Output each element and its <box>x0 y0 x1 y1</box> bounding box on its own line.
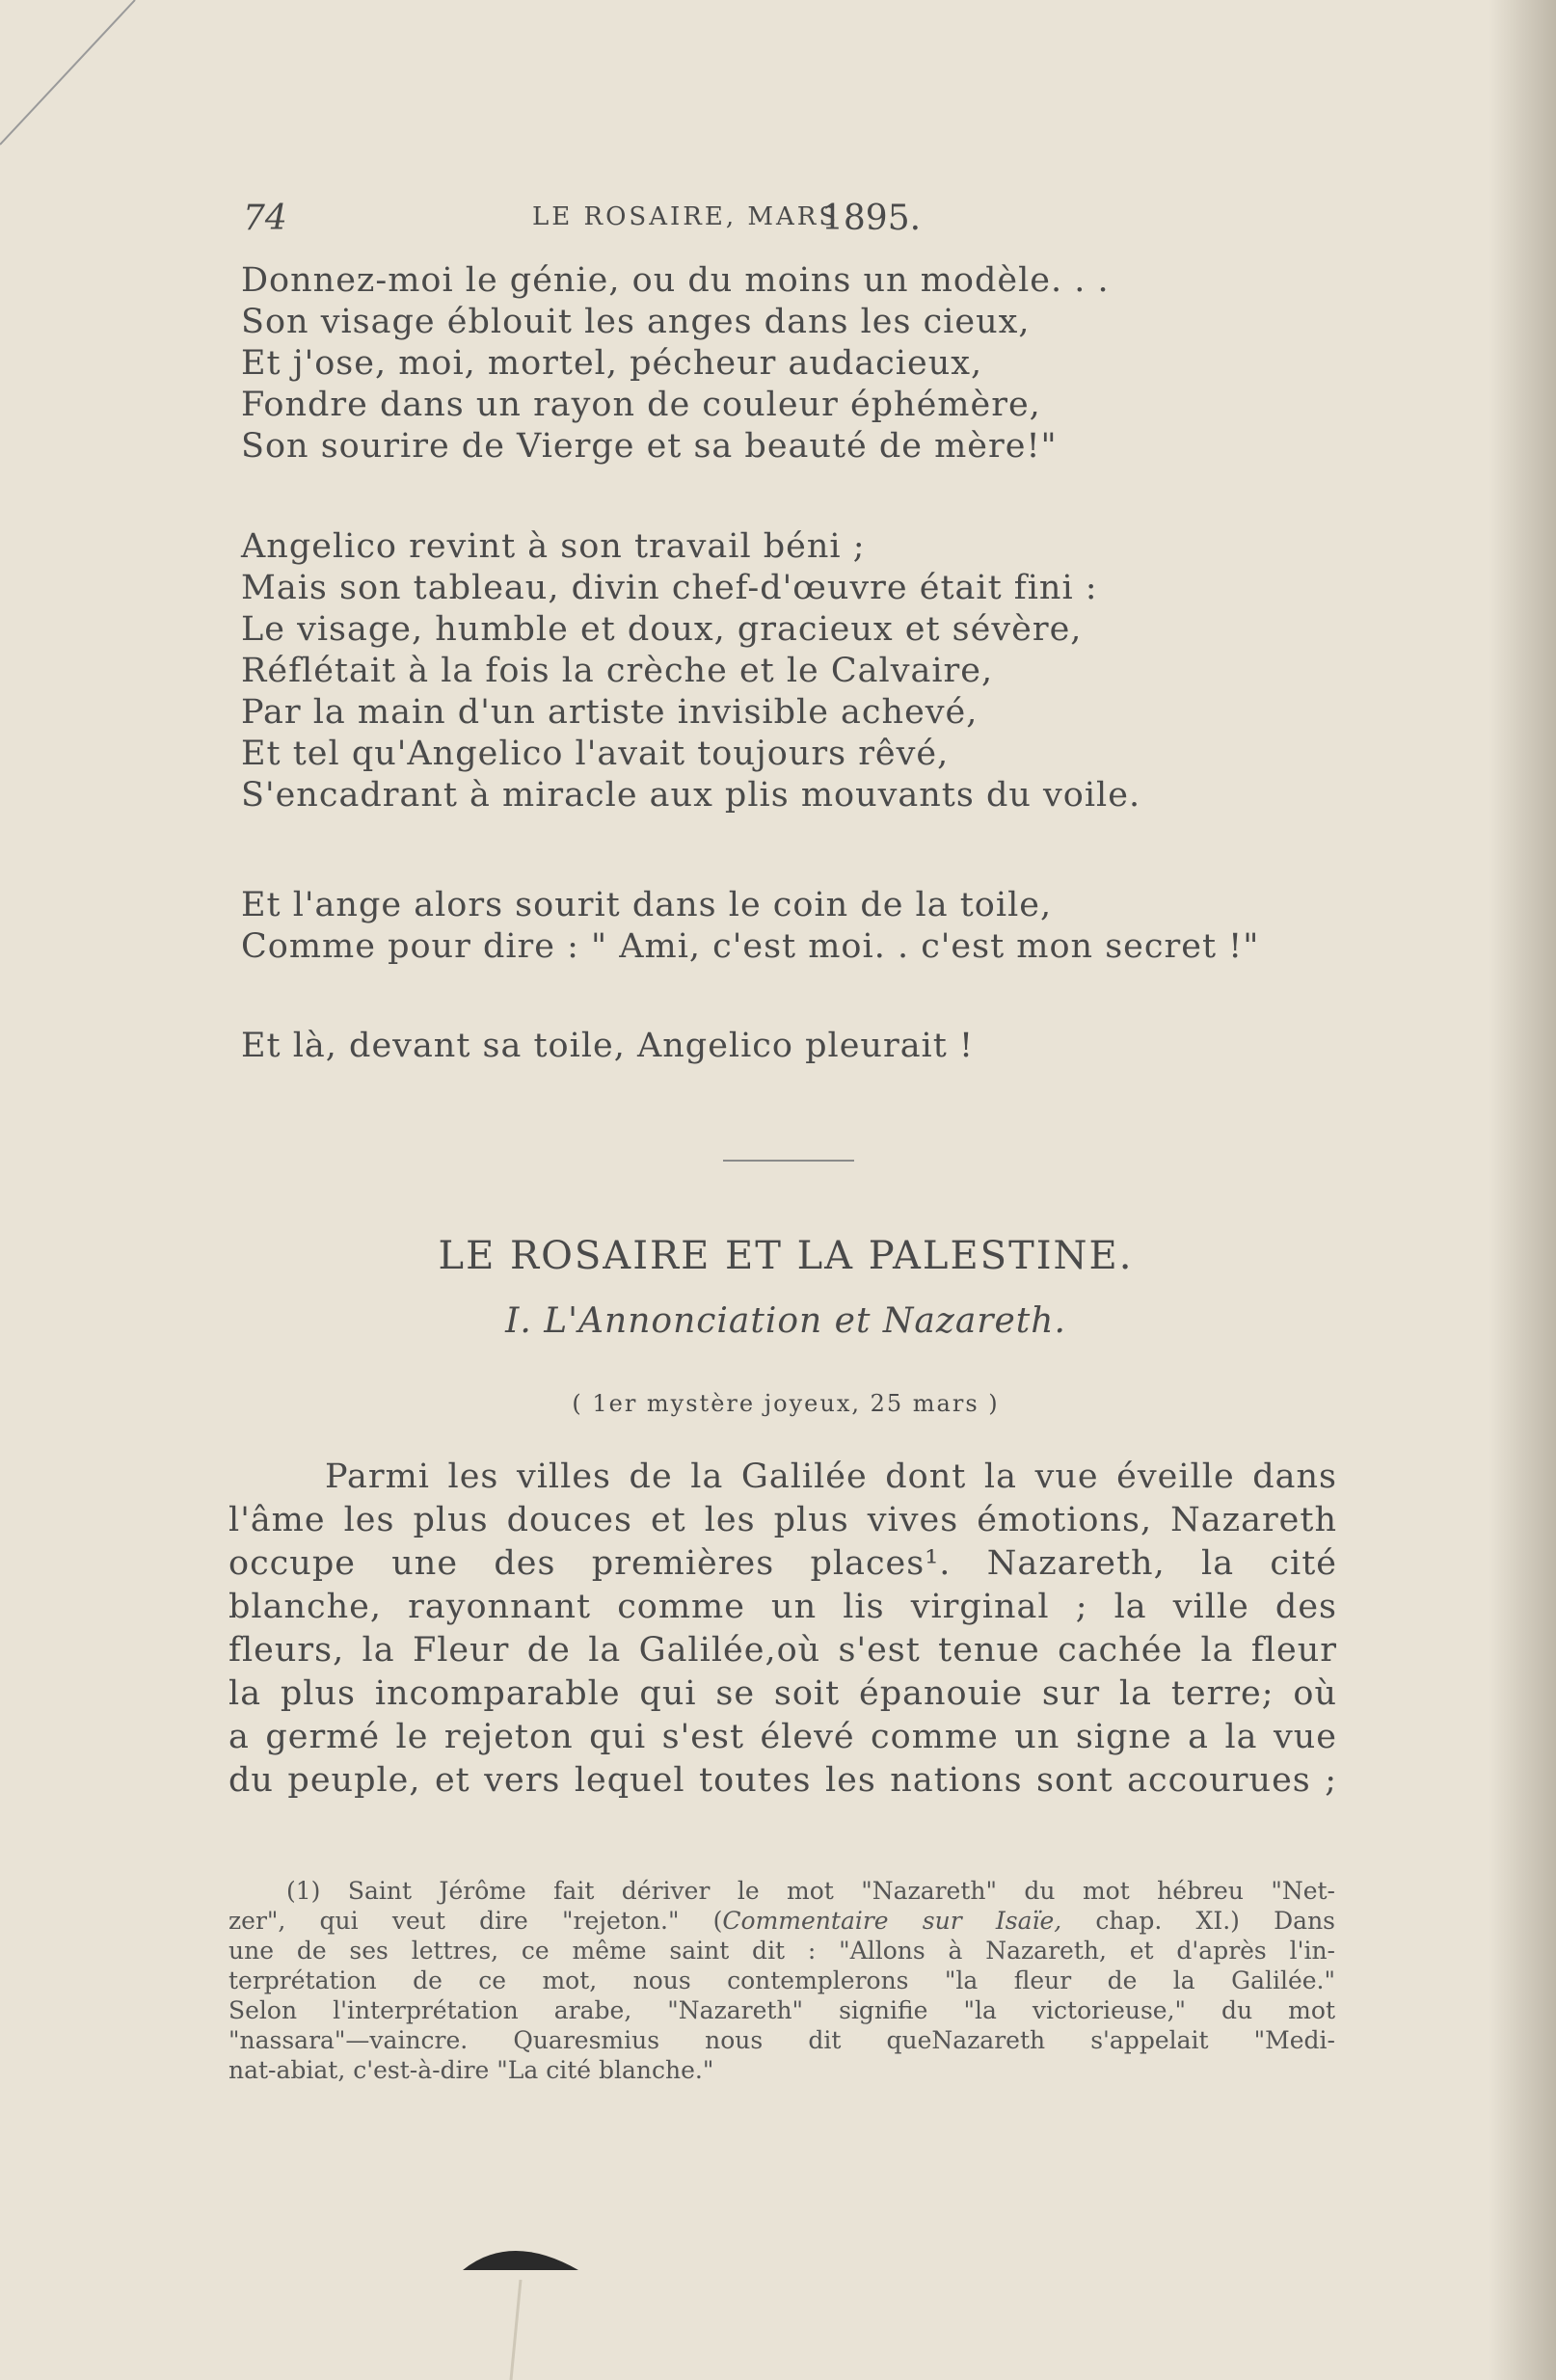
poem-stanza-2 <box>241 526 1140 816</box>
citation-title: Commentaire sur Isaïe, <box>722 1907 1062 1935</box>
verse-line: Son sourire de Vierge et sa beauté de mère!" <box>241 427 1058 466</box>
poem-stanza-3 <box>241 885 1259 968</box>
footnote-line: "nassara"—vaincre. Quaresmius nous dit queNazareth s'appelait "Medi- <box>228 2026 1335 2054</box>
journal-title: LE ROSAIRE, MARS <box>532 202 840 231</box>
body-line: blanche, rayonnant comme un lis virginal ; la ville des <box>228 1588 1337 1626</box>
poem-stanza-4 <box>241 1026 974 1067</box>
body-line: a germé le rejeton qui s'est élevé comme un signe a la vue <box>228 1718 1337 1756</box>
footnote-line: une de ses lettres, ce même saint dit : "Allons à Nazareth, et d'après l'in- <box>228 1937 1335 1965</box>
footnote-line: terprétation de ce mot, nous contemplerons "la fleur de la Galilée." <box>228 1966 1335 1994</box>
verse-line: Comme pour dire : " Ami, c'est moi. . c'est mon secret !" <box>241 927 1260 966</box>
section-subtitle: I. L'Annonciation et Nazareth. <box>505 1301 1066 1341</box>
body-line: Parmi les villes de la Galilée dont la vue éveille dans <box>325 1457 1337 1496</box>
poem-stanza-1 <box>241 260 1110 468</box>
verse-line: Et là, devant sa toile, Angelico pleurait ! <box>241 1027 975 1065</box>
footnote <box>228 1876 1335 2085</box>
body-line: la plus incomparable qui se soit épanouie sur la terre; où <box>228 1674 1337 1713</box>
verse-line: Son visage éblouit les anges dans les cieux, <box>241 303 1031 341</box>
section-divider <box>723 1160 854 1162</box>
footnote-line: (1) Saint Jérôme fait dériver le mot "Nazareth" du mot hébreu "Net- <box>286 1877 1335 1905</box>
footnote-text: zer", qui veut dire "rejeton." ( <box>228 1907 723 1935</box>
verse-line: Réflétait à la fois la crèche et le Calvaire, <box>241 652 994 690</box>
footnote-line: Selon l'interprétation arabe, "Nazareth" signifie "la victorieuse," du mot <box>228 1996 1335 2024</box>
page-edge-shadow <box>1489 0 1556 2380</box>
verse-line: Et tel qu'Angelico l'avait toujours rêvé, <box>241 735 950 773</box>
verse-line: Angelico revint à son travail béni ; <box>241 527 866 566</box>
verse-line: Par la main d'un artiste invisible achevé, <box>241 693 979 732</box>
section-title: LE ROSAIRE ET LA PALESTINE. <box>438 1234 1134 1278</box>
corner-scratch-line <box>0 0 154 154</box>
verse-line: Et l'ange alors sourit dans le coin de la toile, <box>241 886 1053 924</box>
citation-tail: chap. XI.) Dans <box>1061 1907 1335 1935</box>
running-head <box>243 195 1053 243</box>
verse-line: Et j'ose, moi, mortel, pécheur audacieux, <box>241 344 983 383</box>
journal-year: 1895. <box>821 199 922 238</box>
body-paragraph <box>228 1456 1337 1803</box>
mystery-note: ( 1er mystère joyeux, 25 mars ) <box>572 1390 1000 1417</box>
ink-blot <box>453 2241 588 2380</box>
footnote-line-with-citation <box>228 1906 1335 1936</box>
body-line: occupe une des premières places¹. Nazareth, la cité <box>228 1544 1337 1583</box>
verse-line: Fondre dans un rayon de couleur éphémère, <box>241 386 1041 424</box>
footnote-line: nat-abiat, c'est-à-dire "La cité blanche." <box>228 2056 714 2084</box>
verse-line: Le visage, humble et doux, gracieux et sévère, <box>241 610 1083 649</box>
verse-line: Donnez-moi le génie, ou du moins un modèle. . . <box>241 261 1110 300</box>
body-line: du peuple, et vers lequel toutes les nations sont accourues ; <box>228 1761 1337 1800</box>
verse-line: Mais son tableau, divin chef-d'œuvre était fini : <box>241 569 1098 607</box>
verse-line: S'encadrant à miracle aux plis mouvants du voile. <box>241 776 1141 815</box>
body-line: l'âme les plus douces et les plus vives émotions, Nazareth <box>228 1501 1337 1539</box>
page-number: 74 <box>243 199 287 238</box>
body-line: fleurs, la Fleur de la Galilée,où s'est tenue cachée la fleur <box>228 1631 1337 1670</box>
